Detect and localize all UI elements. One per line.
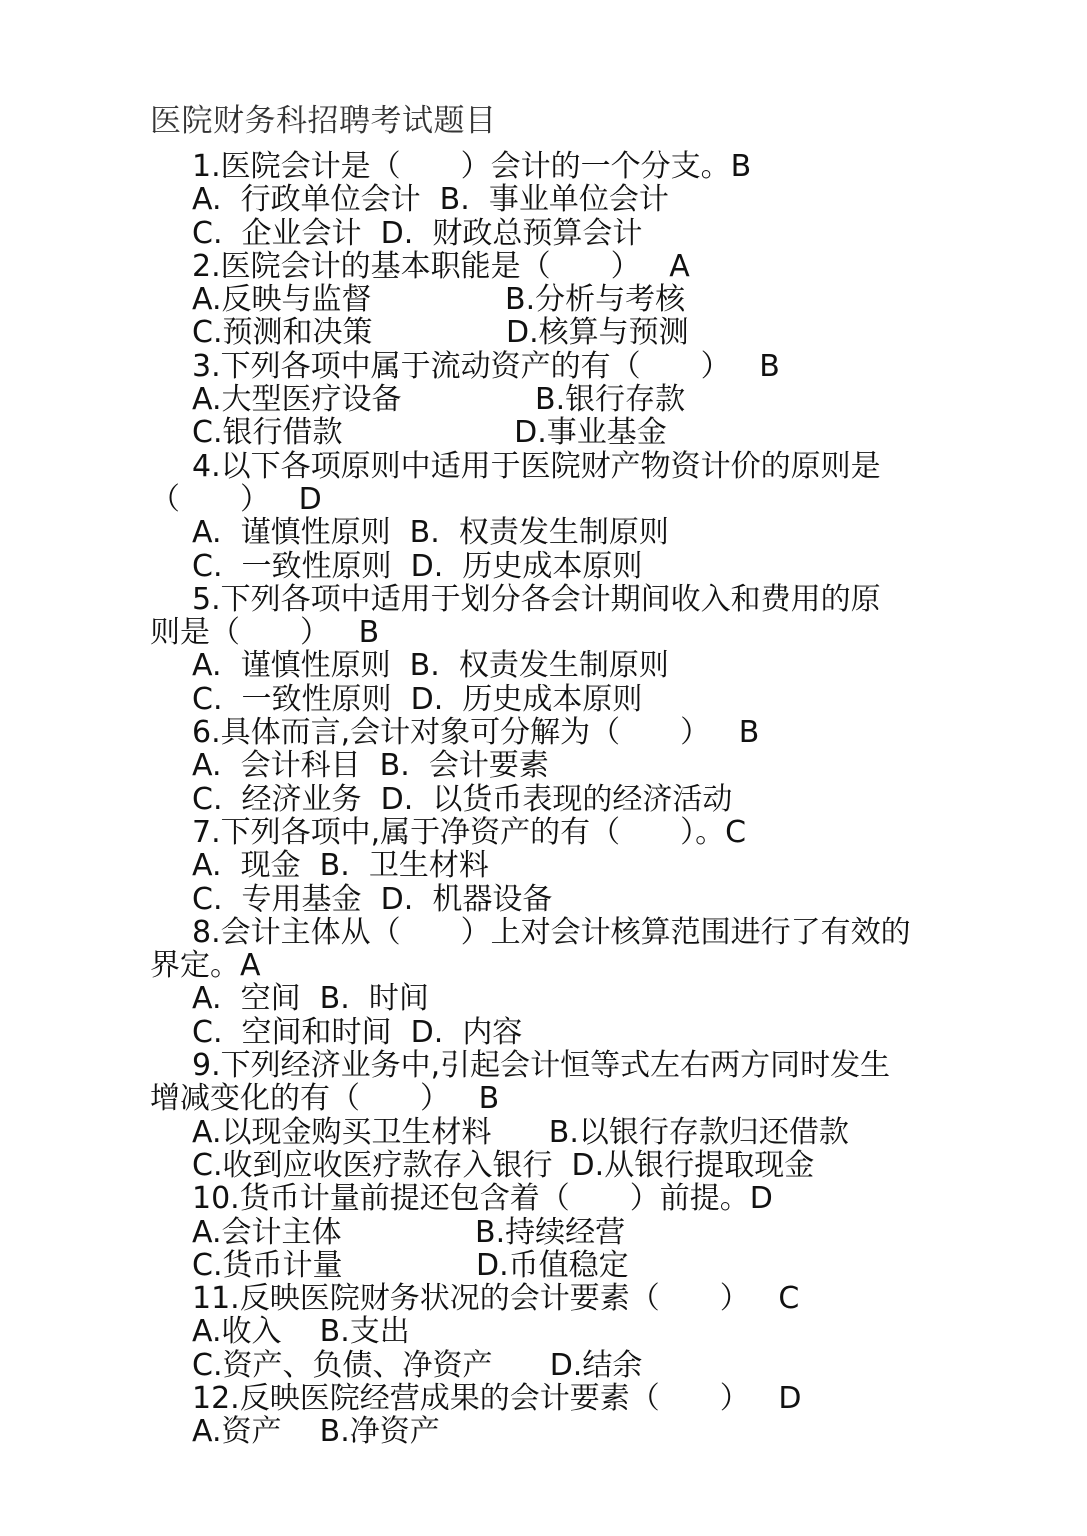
text-line: A.会计主体 B.持续经营: [192, 1214, 626, 1250]
text-line: C.收到应收医疗款存入银行 D.从银行提取现金: [192, 1147, 815, 1183]
text-line: 4.以下各项原则中适用于医院财产物资计价的原则是: [192, 448, 881, 484]
text-line: 10.货币计量前提还包含着（ ）前提。D: [192, 1181, 773, 1217]
text-line: A. 谨慎性原则 B. 权责发生制原则: [192, 648, 669, 684]
text-line: C. 一致性原则 D. 历史成本原则: [192, 548, 643, 584]
text-line: A. 空间 B. 时间: [192, 981, 429, 1017]
text-line: C. 专用基金 D. 机器设备: [192, 881, 553, 917]
text-line: 11.反映医院财务状况的会计要素（ ） C: [192, 1281, 800, 1317]
text-line: 7.下列各项中,属于净资产的有（ ）。C: [192, 814, 747, 850]
text-line: 1.医院会计是（ ）会计的一个分支。B: [192, 149, 752, 184]
text-line: A.大型医疗设备 B.银行存款: [192, 382, 686, 418]
text-line: 8.会计主体从（ ）上对会计核算范围进行了有效的: [192, 914, 911, 950]
text-line: 3.下列各项中属于流动资产的有（ ） B: [192, 348, 780, 384]
text-line: C. 经济业务 D. 以货币表现的经济活动: [192, 781, 733, 817]
text-line: 2.医院会计的基本职能是（ ） A: [192, 248, 690, 284]
text-line: C.银行借款 D.事业基金: [192, 415, 667, 451]
text-line: A. 会计科目 B. 会计要素: [192, 748, 549, 784]
text-line: C. 一致性原则 D. 历史成本原则: [192, 681, 643, 717]
text-line: C. 空间和时间 D. 内容: [192, 1014, 523, 1050]
text-line: A.资产 B.净资产: [192, 1414, 440, 1450]
text-line: A.以现金购买卫生材料 B.以银行存款归还借款: [192, 1114, 849, 1150]
text-line: C.货币计量 D.币值稳定: [192, 1247, 629, 1283]
text-line: A. 谨慎性原则 B. 权责发生制原则: [192, 515, 669, 551]
text-line: 5.下列各项中适用于划分各会计期间收入和费用的原: [192, 581, 881, 617]
text-line: 6.具体而言,会计对象可分解为（ ） B: [192, 715, 760, 751]
document-title: 医院财务科招聘考试题目: [150, 103, 497, 139]
text-line: 界定。A: [150, 948, 261, 984]
text-line: 9.下列经济业务中,引起会计恒等式左右两方同时发生: [192, 1048, 891, 1084]
text-line: C.预测和决策 D.核算与预测: [192, 315, 689, 351]
text-line: 12.反映医院经营成果的会计要素（ ） D: [192, 1380, 802, 1416]
text-line: 则是（ ） B: [150, 615, 380, 651]
text-line: A.收入 B.支出: [192, 1314, 410, 1350]
text-line: 增减变化的有（ ） B: [150, 1081, 500, 1117]
text-line: C.资产、负债、净资产 D.结余: [192, 1347, 643, 1383]
document-body: [150, 150, 972, 1449]
text-line: C. 企业会计 D. 财政总预算会计: [192, 215, 643, 251]
text-line: A.反映与监督 B.分析与考核: [192, 282, 686, 318]
text-line: A. 现金 B. 卫生材料: [192, 848, 489, 884]
text-line: （ ） D: [150, 481, 322, 517]
text-line: A. 行政单位会计 B. 事业单位会计: [192, 182, 669, 218]
